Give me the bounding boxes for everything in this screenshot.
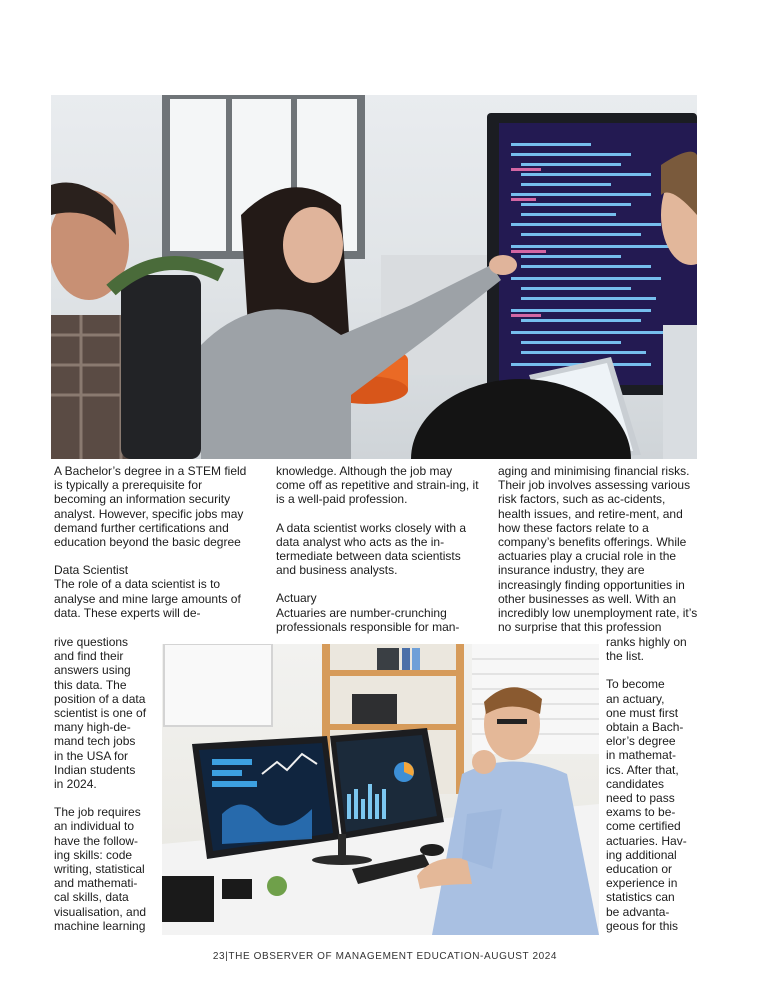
bottom-photo [162,644,599,935]
text-line: experience in [606,876,678,891]
text-line: scientist is one of [54,706,147,721]
column-1 [54,464,252,620]
text-line: The job requires [54,805,141,820]
text-line: be advanta- [606,904,670,919]
text-line: education or [606,862,673,877]
text-line: an individual to [54,819,135,834]
text-line: this data. The [54,677,127,692]
text-line: To become [606,677,665,692]
paragraph: A data scientist works closely with a data analyst who acts as the in-termediate between data scientists and business analysts. [276,520,467,578]
text-line: ranks highly on [606,635,687,649]
paragraph: A Bachelor’s degree in a STEM field is typically a prerequisite for becoming an information security analyst. However, specific jobs may demand further certifications and education beyond the basic degree [54,464,247,550]
text-line: cal skills, data [54,890,129,905]
text-line: writing, statistical [54,862,145,877]
column-3-narrow [606,635,701,933]
text-line: need to pass [606,791,675,806]
text-line: position of a data [54,691,146,706]
analyst-desk-illustration [162,644,599,935]
text-line: come certified [606,819,681,834]
paragraph-lines [54,635,160,791]
text-line: have the follow- [54,833,139,848]
text-line: actuaries. Hav- [606,833,687,848]
text-line: obtain a Bach- [606,720,684,735]
page-footer [0,951,770,962]
section-heading: Actuary [276,591,317,606]
text-line: Indian students [54,762,136,777]
text-line: many high-de- [54,720,131,735]
paragraph-lines [606,677,701,933]
paragraph: Actuaries are number-crunching professionals responsible for man- [276,605,460,634]
publication-name: THE OBSERVER OF MANAGEMENT EDUCATION-AUGUST 2024 [228,951,558,962]
section-heading: Data Scientist [54,563,129,578]
text-line: machine learning [54,918,146,933]
paragraph-lines [54,805,160,933]
text-line: answers using [54,663,131,678]
text-line: ics. After that, [606,762,679,777]
footer-separator: | [225,951,229,962]
text-line: in 2024. [54,777,97,792]
text-line: in mathemat- [606,748,677,763]
top-photo [51,95,697,459]
text-line: ing skills: code [54,847,133,862]
paragraph: aging and minimising financial risks. Their job involves assessing various risk factors, such as ac-cidents, health issues, and retire-ment, and how these factors relate to a company’s benefits offerings. While actuaries play a crucial role in the insurance industry, they are increasingly finding opportunities in other businesses as well. With an incredibly low unemployment rate, it’s no surprise that this profession [498,464,698,635]
text-line: ing additional [606,847,677,862]
text-line: and find their [54,649,124,664]
text-line: candidates [606,776,665,791]
text-line: visualisation, and [54,904,147,919]
column-3 [498,464,698,634]
text-line: mand tech jobs [54,734,136,749]
office-team-illustration [51,95,697,459]
text-line: one must first [606,705,679,720]
paragraph: The role of a data scientist is to analyse and mine large amounts of data. These experts will de- [54,577,241,620]
text-line: in the USA for [54,748,129,763]
page-number: 23 [212,951,226,962]
text-line: and mathemati- [54,876,138,891]
column-1-narrow [54,635,160,933]
text-line: rive questions [54,635,129,649]
text-line: elor’s degree [606,734,676,749]
text-line: the list. [606,649,645,664]
text-line: geous for this [606,918,679,933]
column-2 [276,464,479,634]
paragraph-lines [606,635,701,663]
text-line: statistics can [606,890,675,905]
text-line: exams to be- [606,805,676,820]
text-line: an actuary, [606,691,665,706]
paragraph: knowledge. Although the job may come off as repetitive and strain-ing, it is a well-paid profession. [276,464,479,507]
